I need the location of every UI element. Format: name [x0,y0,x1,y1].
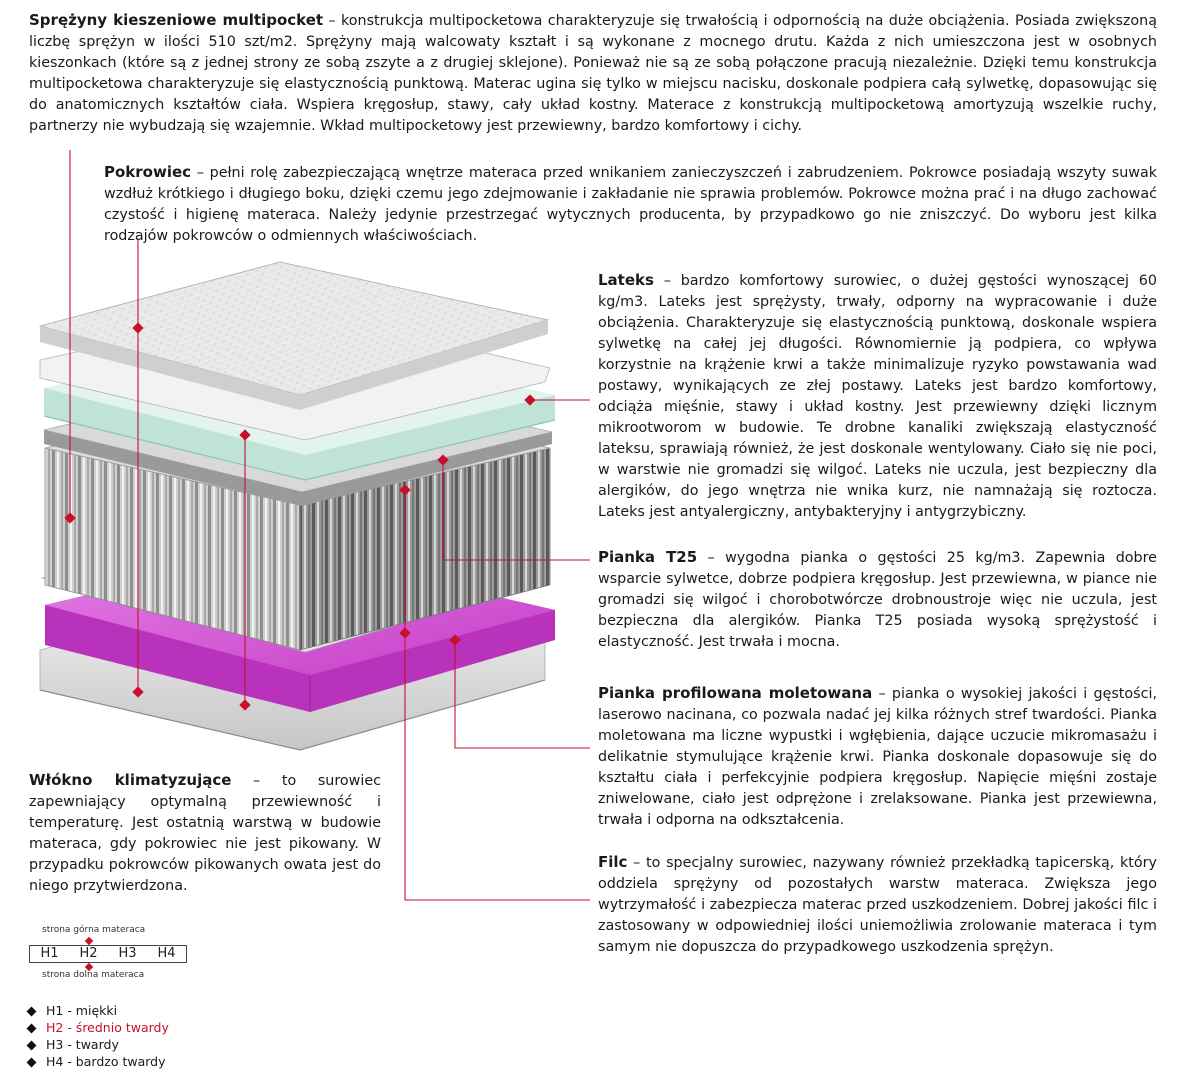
latex-title: Lateks [598,271,654,289]
profiled-foam-text: – pianka o wysokiej jakości i gęstości, laserowo nacinana, co pozwala nadać jej kilka różnych stref twardości. Pianka moletowana ma liczne wypustki i wgłębienia, dające uczucie mikromasażu i delikatnie stymulujące krążenie krwi. Pianka doskonale dopasowuje się do kształtu ciała i perfekcyjnie podpiera kręgosłup. Napięcie mięśni zostaje zniwelowane, ciało jest odprężone i zrelaksowane. Pianka jest przewiewna, trwała i odporna na odkształcenia. [598,686,1157,828]
felt-description [598,852,1157,958]
cover-text: – pełni rolę zabezpieczającą wnętrze materaca przed wnikaniem zanieczyszczeń i zabrudzeniem. Pokrowce posiadają wszyty suwak wzdłuż krótkiego i długiego boku, dzięki czemu jego zdejmowanie i zakładanie nie sprawia problemów. Pokrowce można prać i na długo zachować czystość i higienę materaca. Należy jedynie przestrzegać wytycznych producenta, by przypadkowo go nie zniszczyć. Do wyboru jest kilka rodzajów pokrowców o odmiennych właściwościach. [104,165,1157,244]
top-side-caption: strona górna materaca [42,925,146,935]
fiber-title: Włókno klimatyzujące [29,771,232,789]
multipocket-title: Sprężyny kieszeniowe multipocket [29,11,324,29]
hardness-cell-h1: H1 [40,946,59,961]
legend-h2: H2 - średnio twardy [28,1020,169,1036]
legend-h3: H3 - twardy [28,1037,119,1053]
hardness-cell-h2: H2 [79,946,98,961]
profiled-foam-title: Pianka profilowana moletowana [598,684,873,702]
cover-title: Pokrowiec [104,163,192,181]
profiled-foam-description [598,683,1157,831]
diamond-bullet-icon [27,1024,37,1034]
hardness-scale [29,945,187,963]
fiber-description [29,770,381,897]
t25-description [598,547,1157,653]
hardness-cell-h3: H3 [118,946,137,961]
legend-h1: H1 - miękki [28,1003,117,1019]
multipocket-description [29,10,1157,137]
multipocket-text: – konstrukcja multipocketowa charakteryzuje się trwałością i odpornością na duże obciążenia. Posiada zwiększoną liczbę sprężyn w ilości 510 szt/m2. Sprężyny mają walcowaty kształt i są wykonane z mocnego drutu. Każda z nich umieszczona jest w osobnych kieszonkach (które są z jednej strony ze sobą zszyte a z drugiej sklejone). Ponieważ nie są ze sobą połączone pracują niezależnie. Dzięki temu konstrukcja multipocketowa charakteryzuje się elastycznością punktową. Materac ugina się tylko w miejscu nacisku, doskonale podpiera całą sylwetkę, dopasowując się do anatomicznych kształtów ciała. Wspiera kręgosłup, stawy, cały układ kostny. Materace z konstrukcją multipocketową amortyzują wszelkie ruchy, partnerzy nie wybudzają się wzajemnie. Wkład multipocketowy jest przewiewny, bardzo komfortowy i cichy. [29,13,1157,134]
t25-title: Pianka T25 [598,548,698,566]
latex-description [598,270,1157,523]
diamond-bullet-icon [27,1007,37,1017]
diamond-bullet-icon [27,1041,37,1051]
hardness-cell-h4: H4 [157,946,176,961]
fiber-text: – to surowiec zapewniający optymalną przewiewność i temperaturę. Jest ostatnią warstwą w budowie materaca, gdy pokrowiec nie jest pikowany. W przypadku pokrowców pikowanych owata jest do niego przytwierdzona. [29,773,381,894]
diamond-bullet-icon [27,1058,37,1068]
cover-description [104,162,1157,247]
latex-text: – bardzo komfortowy surowiec, o dużej gęstości wynoszącej 60 kg/m3. Lateks jest sprężysty, trwały, odporny na wypracowanie i duże obciążenia. Charakteryzuje się elastycznością punktową, doskonale wspiera sylwetkę na całej jej długości. Równomiernie ją podpiera, co wpływa korzystnie na krążenie krwi a także minimalizuje ryzyko powstawania wad postawy, wynikających ze złej postawy. Lateks jest bardzo komfortowy, odciąża mięśnie, stawy i układ kostny. Jest przewiewny dzięki licznym mikrootworom w budowie. Te drobne kanaliki zwiększają elastyczność lateksu, sprawiają również, że jest doskonale wentylowany. Ciało się nie poci, w warstwie nie gromadzi się wilgoć. Lateks nie uczula, jest bezpieczny dla alergików, do jego wnętrza nie wnika kurz, nie namnażają się roztocza. Lateks jest antyalergiczny, antybakteryjny i antygrzybiczny. [598,273,1157,520]
felt-title: Filc [598,853,628,871]
felt-text: – to specjalny surowiec, nazywany również przekładką tapicerską, który oddziela sprężyny od pozostałych warstw materaca. Zwiększa jego wytrzymałość i zabezpiecza materac przed uszkodzeniem. Dobrej jakości filc i zastosowany w odpowiedniej ilości uniemożliwia zrolowanie materaca i tym samym nie dopuszcza do przypadkowego uszkodzenia sprężyn. [598,855,1157,955]
bottom-side-caption: strona dolna materaca [42,970,145,980]
legend-h4: H4 - bardzo twardy [28,1054,165,1070]
t25-text: – wygodna pianka o gęstości 25 kg/m3. Zapewnia dobre wsparcie sylwetce, dobrze podpiera kręgosłup. Jest przewiewna, w piance nie gromadzi się wilgoć i chorobotwórcze drobnoustroje więc nie uczula, jest bezpieczna dla alergików. Pianka T25 posiada wysoką sprężystość i elastyczność. Jest trwała i mocna. [598,550,1157,650]
